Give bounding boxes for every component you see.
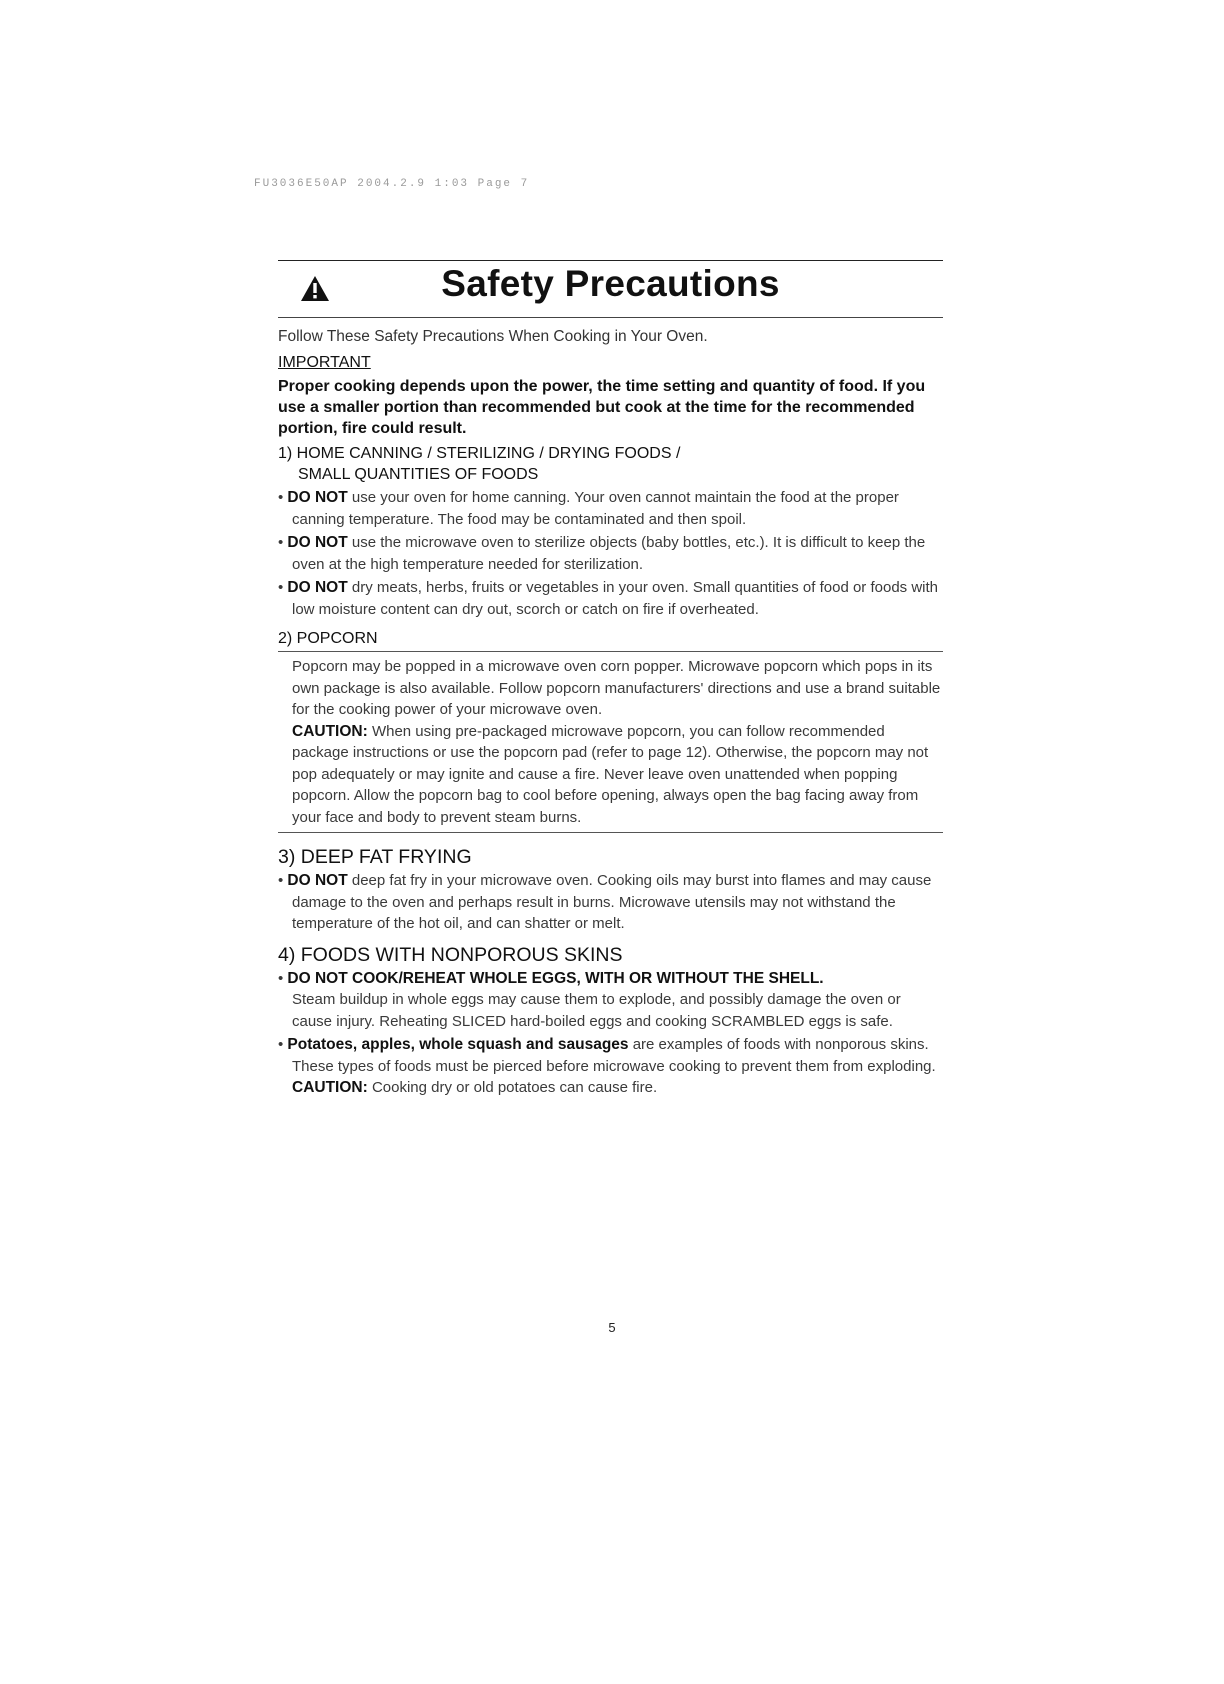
popcorn-caution [278, 721, 943, 829]
bullet-text: dry meats, herbs, fruits or vegetables in your oven. Small quantities of food or foods with low moisture content can dry out, scorch or catch on fire if overheated. [292, 579, 938, 618]
bullet-text: deep fat fry in your microwave oven. Cooking oils may burst into flames and may cause damage to the oven and perhaps result in burns. Microwave utensils may not withstand the temperature of the hot oil, and can shatter or melt. [292, 872, 932, 932]
bullet-text: are examples of foods with nonporous skins. These types of foods must be pierced before microwave cooking to prevent them from exploding. [292, 1036, 936, 1075]
list-item: • DO NOT use the microwave oven to sterilize objects (baby bottles, etc.). It is difficult to keep the oven at the high temperature needed for sterilization. [278, 534, 926, 573]
intro-text: Follow These Safety Precautions When Cooking in Your Oven. [278, 328, 708, 345]
bullet-lead: DO NOT [287, 489, 348, 506]
caution-text: Cooking dry or old potatoes can cause fire. [367, 1079, 658, 1096]
safety-page [278, 260, 943, 1099]
list-item: • Potatoes, apples, whole squash and sausages are examples of foods with nonporous skins. These types of foods must be pierced before microwave cooking to prevent them from exploding. [278, 1036, 936, 1075]
section-1-heading-line2: SMALL QUANTITIES OF FOODS [298, 466, 539, 483]
list-item: • DO NOT use your oven for home canning. Your oven cannot maintain the food at the proper canning temperature. The food may be contaminated and then spoil. [278, 489, 899, 528]
important-text: Proper cooking depends upon the power, the time setting and quantity of food. If you use a smaller portion than recommended but cook at the time for the recommended portion, fire could result. [278, 378, 926, 437]
bullet-text: use your oven for home canning. Your oven cannot maintain the food at the proper canning temperature. The food may be contaminated and then spoil. [292, 489, 899, 528]
list-item: • DO NOT dry meats, herbs, fruits or vegetables in your oven. Small quantities of food or foods with low moisture content can dry out, scorch or catch on fire if overheated. [278, 579, 938, 618]
potato-caution [278, 1077, 943, 1099]
caution-label: CAUTION: [292, 722, 368, 740]
title-bar [278, 260, 943, 318]
list-item: • DO NOT deep fat fry in your microwave oven. Cooking oils may burst into flames and may cause damage to the oven and perhaps result in burns. Microwave utensils may not withstand the temperature of the hot oil, and can shatter or melt. [278, 872, 932, 932]
bullet-lead: Potatoes, apples, whole squash and sausages [287, 1036, 629, 1053]
page-number: 5 [608, 1320, 616, 1335]
caution-text: When using pre-packaged microwave popcorn, you can follow recommended package instructions or use the popcorn pad (refer to page 12). Otherwise, the popcorn may not pop adequately or may ignite and cause a fire. Never leave oven unattended when popping popcorn. Allow the popcorn bag to cool before opening, always open the bag facing away from your face and body to prevent steam burns. [292, 722, 929, 826]
bullet-lead: DO NOT [287, 872, 348, 889]
section-3-heading: 3) DEEP FAT FRYING [278, 846, 472, 868]
popcorn-box [278, 651, 943, 833]
list-item: • DO NOT COOK/REHEAT WHOLE EGGS, WITH OR WITHOUT THE SHELL. [278, 969, 824, 987]
section-1-heading-line1: 1) HOME CANNING / STERILIZING / DRYING FOODS / [278, 445, 681, 462]
section-4-heading: 4) FOODS WITH NONPOROUS SKINS [278, 943, 623, 966]
important-label: IMPORTANT [278, 354, 371, 371]
print-header: FU3036E50AP 2004.2.9 1:03 Page 7 [254, 178, 530, 190]
page-title: Safety Precautions [441, 263, 780, 304]
eggs-text: Steam buildup in whole eggs may cause them to explode, and possibly damage the oven or cause injury. Reheating SLICED hard-boiled eggs and cooking SCRAMBLED eggs is safe. [292, 991, 901, 1030]
section-2-heading: 2) POPCORN [278, 630, 378, 647]
bullet-text: use the microwave oven to sterilize objects (baby bottles, etc.). It is difficult to keep the oven at the high temperature needed for sterilization. [292, 534, 926, 573]
bullet-lead: DO NOT [287, 534, 348, 551]
caution-label: CAUTION: [292, 1079, 368, 1096]
bullet-lead: DO NOT [287, 579, 348, 596]
popcorn-paragraph: Popcorn may be popped in a microwave oven corn popper. Microwave popcorn which pops in its own package is also available. Follow popcorn manufacturers' directions and use a brand suitable for the cooking power of your microwave oven. [292, 658, 941, 718]
section-1-heading [278, 443, 943, 485]
bullet-lead: DO NOT COOK/REHEAT WHOLE EGGS, WITH OR WITHOUT THE SHELL. [287, 969, 824, 987]
